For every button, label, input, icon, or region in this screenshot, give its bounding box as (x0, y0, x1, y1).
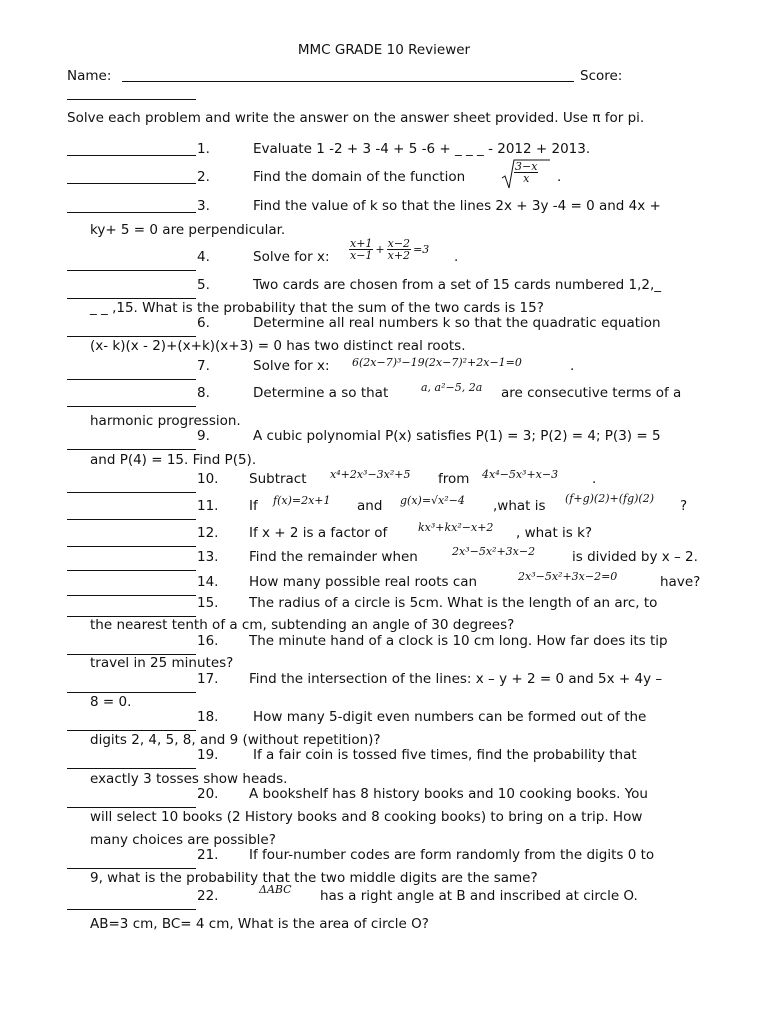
name-field[interactable] (122, 68, 574, 82)
answer-blank-1[interactable] (67, 142, 196, 156)
fraction-denominator: x (523, 172, 530, 185)
problem-text: the nearest tenth of a cm, subtending an angle of 30 degrees? (90, 617, 515, 633)
fraction (387, 238, 411, 261)
problem-number: 22. (197, 888, 219, 904)
problem-text: Evaluate 1 -2 + 3 -4 + 5 -6 + _ _ _ - 2012 + 2013. (253, 141, 591, 157)
problem-text: If four-number codes are form randomly from the digits 0 to (249, 847, 655, 863)
answer-blank-10[interactable] (67, 479, 196, 493)
problem-number: 21. (197, 847, 219, 863)
function-g: g(x)=√x²−4 (400, 494, 465, 507)
problem-number: 6. (197, 315, 210, 331)
problem-tail: . (557, 169, 562, 185)
problem-tail: , what is k? (516, 525, 593, 541)
problem-text: How many 5-digit even numbers can be formed out of the (253, 709, 647, 725)
fraction-denominator: x−1 (350, 249, 373, 262)
name-label: Name: (67, 68, 112, 84)
equation-7: 6(2x−7)³−19(2x−7)²+2x−1=0 (352, 356, 522, 369)
problem-number: 20. (197, 786, 219, 802)
answer-blank-18[interactable] (67, 717, 196, 731)
problem-text: ,what is (493, 498, 546, 514)
problem-text: The minute hand of a clock is 10 cm long. How far does its tip (249, 633, 668, 649)
problem-number: 10. (197, 471, 219, 487)
answer-blank-3[interactable] (67, 199, 196, 213)
triangle-label: ΔABC (259, 883, 292, 896)
problem-number: 9. (197, 428, 210, 444)
problem-number: 5. (197, 277, 210, 293)
problem-text: has a right angle at B and inscribed at circle O. (320, 888, 638, 904)
answer-blank-19[interactable] (67, 755, 196, 769)
problem-text: If a fair coin is tossed five times, find the probability that (253, 747, 637, 763)
problem-number: 19. (197, 747, 219, 763)
problem-text: Find the remainder when (249, 549, 418, 565)
answer-blank-8[interactable] (67, 393, 196, 407)
fraction (349, 238, 373, 261)
equation-4 (349, 238, 429, 261)
fraction-numerator: x−2 (387, 237, 411, 250)
problem-text: How many possible real roots can (249, 574, 478, 590)
problem-text: Determine all real numbers k so that the quadratic equation (253, 315, 661, 331)
polynomial: kx³+kx²−x+2 (418, 521, 494, 534)
problem-text: and P(4) = 15. Find P(5). (90, 452, 257, 468)
problem-tail: is divided by x – 2. (572, 549, 698, 565)
polynomial-a: x⁴+2x³−3x²+5 (330, 468, 411, 481)
answer-blank-17[interactable] (67, 679, 196, 693)
polynomial-b: 4x⁴−5x³+x−3 (482, 468, 559, 481)
problem-number: 13. (197, 549, 219, 565)
answer-blank-12[interactable] (67, 533, 196, 547)
problem-number: 3. (197, 198, 210, 214)
equals-three: =3 (413, 243, 430, 256)
problem-number: 16. (197, 633, 219, 649)
problem-text: travel in 25 minutes? (90, 655, 234, 671)
plus-sign: + (375, 243, 385, 256)
problem-number: 11. (197, 498, 219, 514)
problem-tail: have? (660, 574, 701, 590)
problem-number: 12. (197, 525, 219, 541)
problem-tail: . (570, 358, 575, 374)
polynomial: 2x³−5x²+3x−2 (452, 545, 536, 558)
problem-text: If (249, 498, 258, 514)
problem-text: will select 10 books (2 History books and 8 cooking books) to bring on a trip. How (90, 809, 643, 825)
composite-expression: (f+g)(2)+(fg)(2) (565, 492, 654, 505)
problem-number: 17. (197, 671, 219, 687)
problem-number: 18. (197, 709, 219, 725)
problem-text: _ _ ,15. What is the probability that the sum of the two cards is 15? (90, 300, 544, 316)
problem-number: 1. (197, 141, 210, 157)
answer-blank-13[interactable] (67, 557, 196, 571)
problem-text: If x + 2 is a factor of (249, 525, 388, 541)
problem-text: Find the value of k so that the lines 2x + 3y -4 = 0 and 4x + (253, 198, 661, 214)
answer-blank-22[interactable] (67, 896, 196, 910)
score-field[interactable] (67, 86, 196, 100)
problem-text: A bookshelf has 8 history books and 10 cooking books. You (249, 786, 648, 802)
answer-blank-6[interactable] (67, 323, 196, 337)
answer-blank-20[interactable] (67, 794, 196, 808)
problem-number: 14. (197, 574, 219, 590)
problem-text: and (357, 498, 383, 514)
problem-text: Solve for x: (253, 358, 330, 374)
score-label: Score: (580, 68, 623, 84)
problem-text: Find the intersection of the lines: x – y + 2 = 0 and 5x + 4y – (249, 671, 663, 687)
problem-text: exactly 3 tosses show heads. (90, 771, 288, 787)
function-f: f(x)=2x+1 (273, 494, 331, 507)
equation: 2x³−5x²+3x−2=0 (518, 570, 618, 583)
fraction-denominator: x+2 (387, 249, 411, 262)
answer-blank-9[interactable] (67, 436, 196, 450)
problem-number: 15. (197, 595, 219, 611)
problem-number: 8. (197, 385, 210, 401)
problem-text: harmonic progression. (90, 413, 241, 429)
answer-blank-11[interactable] (67, 506, 196, 520)
sequence-expression: a, a²−5, 2a (421, 381, 483, 394)
page-title: MMC GRADE 10 Reviewer (297, 42, 471, 58)
answer-blank-14[interactable] (67, 582, 196, 596)
answer-blank-21[interactable] (67, 855, 196, 869)
instructions: Solve each problem and write the answer on the answer sheet provided. Use π for pi. (67, 110, 645, 126)
fraction-numerator: x+1 (350, 237, 373, 250)
problem-text: from (438, 471, 470, 487)
problem-text: Find the domain of the function (253, 169, 466, 185)
problem-tail: ? (680, 498, 688, 514)
problem-text: 9, what is the probability that the two middle digits are the same? (90, 870, 538, 886)
problem-tail: . (592, 471, 597, 487)
problem-number: 4. (197, 249, 210, 265)
problem-number: 2. (197, 169, 210, 185)
problem-text: Subtract (249, 471, 307, 487)
problem-text: are consecutive terms of a (501, 385, 682, 401)
problem-text: The radius of a circle is 5cm. What is the length of an arc, to (249, 595, 658, 611)
problem-text: AB=3 cm, BC= 4 cm, What is the area of circle O? (90, 916, 429, 932)
answer-blank-5[interactable] (67, 285, 196, 299)
problem-text: A cubic polynomial P(x) satisfies P(1) = 3; P(2) = 4; P(3) = 5 (253, 428, 661, 444)
answer-blank-4[interactable] (67, 257, 196, 271)
problem-text: Determine a so that (253, 385, 389, 401)
problem-tail: . (454, 249, 459, 265)
problem-number: 7. (197, 358, 210, 374)
problem-text: ky+ 5 = 0 are perpendicular. (90, 222, 286, 238)
answer-blank-16[interactable] (67, 641, 196, 655)
problem-text: digits 2, 4, 5, 8, and 9 (without repetition)? (90, 732, 381, 748)
domain-fraction (514, 161, 538, 184)
problem-text: 8 = 0. (90, 694, 132, 710)
problem-text: Two cards are chosen from a set of 15 cards numbered 1,2,_ (253, 277, 661, 293)
answer-blank-2[interactable] (67, 170, 196, 184)
problem-text: many choices are possible? (90, 832, 276, 848)
problem-text: (x- k)(x - 2)+(x+k)(x+3) = 0 has two distinct real roots. (90, 338, 466, 354)
problem-text: Solve for x: (253, 249, 330, 265)
answer-blank-7[interactable] (67, 366, 196, 380)
answer-blank-15[interactable] (67, 603, 196, 617)
fraction-numerator: 3−x (515, 160, 538, 173)
